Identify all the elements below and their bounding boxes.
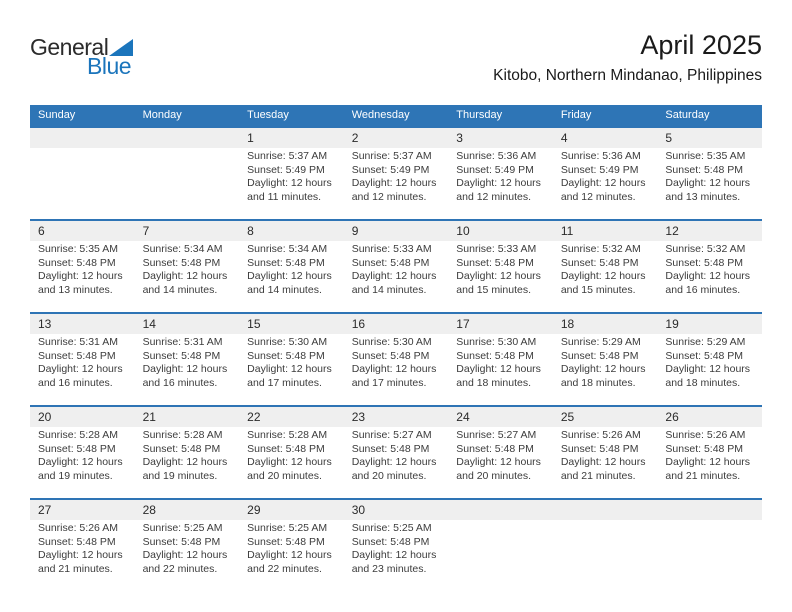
- location-subtitle: Kitobo, Northern Mindanao, Philippines: [493, 67, 762, 85]
- daylight-text: Daylight: 12 hours and 18 minutes.: [560, 363, 646, 389]
- day-number: 15: [247, 317, 261, 331]
- day-details-row: [30, 334, 762, 405]
- weekday-label-tuesday: Tuesday: [247, 109, 289, 121]
- sunrise-text: Sunrise: 5:28 AM: [142, 429, 223, 441]
- day-cell: [553, 334, 658, 405]
- day-cell: [30, 334, 135, 405]
- day-number: 20: [38, 410, 52, 424]
- sunrise-text: Sunrise: 5:30 AM: [247, 336, 328, 348]
- day-number: 9: [351, 224, 359, 238]
- month-title: April 2025: [640, 30, 762, 60]
- day-cell: [553, 241, 658, 312]
- sunrise-text: Sunrise: 5:36 AM: [560, 150, 641, 162]
- day-number-band: [30, 500, 762, 520]
- day-number: [657, 500, 762, 520]
- day-cell: [135, 520, 240, 591]
- week-row-1: [30, 126, 762, 219]
- day-number: 25: [560, 410, 575, 424]
- sunrise-text: Sunrise: 5:35 AM: [38, 243, 118, 255]
- day-cell: [344, 520, 449, 591]
- day-number: 2: [351, 131, 359, 145]
- day-cell: [239, 334, 344, 405]
- day-details-row: [30, 148, 762, 219]
- sunrise-text: Sunrise: 5:34 AM: [247, 243, 328, 255]
- day-number: 30: [351, 503, 366, 517]
- sunrise-text: Sunrise: 5:25 AM: [351, 522, 432, 534]
- weekday-label-wednesday: Wednesday: [351, 109, 410, 121]
- sunrise-text: Sunrise: 5:27 AM: [351, 429, 432, 441]
- day-cell: [239, 148, 344, 219]
- sunrise-text: Sunrise: 5:32 AM: [560, 243, 641, 255]
- weekday-label-monday: Monday: [142, 109, 182, 121]
- sunset-text: Sunset: 5:48 PM: [456, 349, 534, 362]
- daylight-text: Daylight: 12 hours and 17 minutes.: [247, 363, 332, 389]
- sunset-text: Sunset: 5:49 PM: [247, 163, 325, 176]
- sunset-text: Sunset: 5:48 PM: [665, 349, 744, 362]
- sunrise-text: Sunrise: 5:33 AM: [351, 243, 432, 255]
- week-row-3: [30, 312, 762, 405]
- sunrise-text: Sunrise: 5:30 AM: [456, 336, 537, 348]
- sunset-text: Sunset: 5:48 PM: [38, 442, 116, 455]
- day-number: [135, 128, 240, 148]
- day-cell: [30, 427, 135, 498]
- daylight-text: Daylight: 12 hours and 14 minutes.: [142, 270, 228, 296]
- day-number: 16: [351, 317, 366, 331]
- sunset-text: Sunset: 5:48 PM: [142, 349, 221, 362]
- weekday-label-sunday: Sunday: [38, 109, 76, 121]
- sunset-text: Sunset: 5:48 PM: [351, 256, 430, 269]
- day-cell: [135, 148, 240, 219]
- day-cell: [448, 148, 553, 219]
- daylight-text: Daylight: 12 hours and 20 minutes.: [351, 456, 437, 482]
- daylight-text: Daylight: 12 hours and 21 minutes.: [38, 549, 123, 575]
- daylight-text: Daylight: 12 hours and 14 minutes.: [247, 270, 332, 296]
- daylight-text: Daylight: 12 hours and 19 minutes.: [38, 456, 123, 482]
- sunrise-text: Sunrise: 5:34 AM: [142, 243, 223, 255]
- day-number: 26: [665, 410, 679, 424]
- sunset-text: Sunset: 5:48 PM: [665, 442, 744, 455]
- day-number: 10: [456, 224, 470, 238]
- sunrise-text: Sunrise: 5:28 AM: [247, 429, 328, 441]
- day-cell: [448, 520, 553, 591]
- day-number: 13: [38, 317, 52, 331]
- day-number: 29: [247, 503, 261, 517]
- day-cell: [135, 334, 240, 405]
- sunset-text: Sunset: 5:48 PM: [247, 256, 325, 269]
- daylight-text: Daylight: 12 hours and 12 minutes.: [560, 177, 646, 203]
- weekday-label-thursday: Thursday: [456, 109, 503, 121]
- sunset-text: Sunset: 5:48 PM: [38, 535, 116, 548]
- day-number: 11: [560, 224, 574, 238]
- daylight-text: Daylight: 12 hours and 22 minutes.: [247, 549, 332, 575]
- day-cell: [657, 334, 762, 405]
- day-cell: [448, 334, 553, 405]
- sunset-text: Sunset: 5:48 PM: [351, 442, 430, 455]
- day-cell: [657, 520, 762, 591]
- week-row-2: [30, 219, 762, 312]
- daylight-text: Daylight: 12 hours and 21 minutes.: [665, 456, 751, 482]
- day-number: 19: [665, 317, 679, 331]
- daylight-text: Daylight: 12 hours and 20 minutes.: [456, 456, 541, 482]
- daylight-text: Daylight: 12 hours and 18 minutes.: [456, 363, 541, 389]
- day-cell: [344, 148, 449, 219]
- day-number-band: [30, 314, 762, 334]
- day-details-row: [30, 427, 762, 498]
- sunrise-text: Sunrise: 5:37 AM: [247, 150, 328, 162]
- daylight-text: Daylight: 12 hours and 21 minutes.: [560, 456, 646, 482]
- sunrise-text: Sunrise: 5:31 AM: [142, 336, 223, 348]
- day-cell: [239, 520, 344, 591]
- daylight-text: Daylight: 12 hours and 14 minutes.: [351, 270, 437, 296]
- sunrise-text: Sunrise: 5:26 AM: [560, 429, 641, 441]
- sunset-text: Sunset: 5:48 PM: [142, 442, 221, 455]
- sunset-text: Sunset: 5:48 PM: [351, 535, 430, 548]
- day-number: 5: [665, 131, 673, 145]
- daylight-text: Daylight: 12 hours and 23 minutes.: [351, 549, 437, 575]
- daylight-text: Daylight: 12 hours and 18 minutes.: [665, 363, 751, 389]
- sunrise-text: Sunrise: 5:36 AM: [456, 150, 537, 162]
- day-number: 18: [560, 317, 575, 331]
- daylight-text: Daylight: 12 hours and 15 minutes.: [560, 270, 646, 296]
- sunrise-text: Sunrise: 5:37 AM: [351, 150, 432, 162]
- sunset-text: Sunset: 5:48 PM: [560, 349, 639, 362]
- sunset-text: Sunset: 5:48 PM: [560, 256, 639, 269]
- sunset-text: Sunset: 5:48 PM: [38, 256, 116, 269]
- day-cell: [553, 520, 658, 591]
- day-number: [553, 500, 658, 520]
- day-cell: [448, 427, 553, 498]
- sunset-text: Sunset: 5:48 PM: [456, 256, 534, 269]
- sunrise-text: Sunrise: 5:29 AM: [560, 336, 641, 348]
- day-cell: [135, 427, 240, 498]
- day-cell: [657, 241, 762, 312]
- sunset-text: Sunset: 5:48 PM: [560, 442, 639, 455]
- sunset-text: Sunset: 5:48 PM: [665, 256, 744, 269]
- day-number: 12: [665, 224, 679, 238]
- sunset-text: Sunset: 5:48 PM: [351, 349, 430, 362]
- day-number: 1: [247, 131, 254, 145]
- day-cell: [30, 520, 135, 591]
- daylight-text: Daylight: 12 hours and 17 minutes.: [351, 363, 437, 389]
- day-number: [30, 128, 135, 148]
- day-number-band: [30, 128, 762, 148]
- sunset-text: Sunset: 5:49 PM: [456, 163, 534, 176]
- day-cell: [30, 241, 135, 312]
- sunrise-text: Sunrise: 5:32 AM: [665, 243, 746, 255]
- sunrise-text: Sunrise: 5:31 AM: [38, 336, 118, 348]
- sunset-text: Sunset: 5:48 PM: [247, 535, 325, 548]
- day-details-row: [30, 520, 762, 591]
- daylight-text: Daylight: 12 hours and 19 minutes.: [142, 456, 228, 482]
- calendar-table: [30, 105, 762, 591]
- day-cell: [344, 427, 449, 498]
- weekday-header-row: [30, 105, 762, 126]
- daylight-text: Daylight: 12 hours and 16 minutes.: [665, 270, 751, 296]
- logo-text-general: General: [30, 34, 109, 60]
- day-number-band: [30, 407, 762, 427]
- generalblue-logo: [30, 36, 133, 78]
- sunrise-text: Sunrise: 5:26 AM: [38, 522, 118, 534]
- daylight-text: Daylight: 12 hours and 15 minutes.: [456, 270, 541, 296]
- day-cell: [553, 427, 658, 498]
- daylight-text: Daylight: 12 hours and 11 minutes.: [247, 177, 332, 203]
- week-row-4: [30, 405, 762, 498]
- daylight-text: Daylight: 12 hours and 13 minutes.: [38, 270, 123, 296]
- day-cell: [448, 241, 553, 312]
- sunrise-text: Sunrise: 5:29 AM: [665, 336, 746, 348]
- title-block: [493, 30, 762, 85]
- sunrise-text: Sunrise: 5:25 AM: [247, 522, 328, 534]
- day-cell: [135, 241, 240, 312]
- sunset-text: Sunset: 5:49 PM: [560, 163, 639, 176]
- day-number: 6: [38, 224, 45, 238]
- day-number: 22: [247, 410, 261, 424]
- day-cell: [344, 241, 449, 312]
- day-number: 21: [142, 410, 156, 424]
- day-number: 7: [142, 224, 150, 238]
- sunrise-text: Sunrise: 5:27 AM: [456, 429, 537, 441]
- daylight-text: Daylight: 12 hours and 22 minutes.: [142, 549, 228, 575]
- sunrise-text: Sunrise: 5:28 AM: [38, 429, 118, 441]
- calendar-weeks: [30, 126, 762, 591]
- day-details-row: [30, 241, 762, 312]
- weekday-label-friday: Friday: [560, 109, 592, 121]
- daylight-text: Daylight: 12 hours and 16 minutes.: [38, 363, 123, 389]
- week-row-5: [30, 498, 762, 591]
- day-number: 28: [142, 503, 156, 517]
- day-number-band: [30, 221, 762, 241]
- sunset-text: Sunset: 5:48 PM: [247, 349, 325, 362]
- daylight-text: Daylight: 12 hours and 12 minutes.: [456, 177, 541, 203]
- sunset-text: Sunset: 5:48 PM: [38, 349, 116, 362]
- sunset-text: Sunset: 5:48 PM: [142, 256, 221, 269]
- weekday-label-saturday: Saturday: [665, 109, 710, 121]
- day-number: 23: [351, 410, 366, 424]
- sunset-text: Sunset: 5:48 PM: [665, 163, 744, 176]
- daylight-text: Daylight: 12 hours and 12 minutes.: [351, 177, 437, 203]
- day-cell: [239, 427, 344, 498]
- day-cell: [30, 148, 135, 219]
- day-cell: [657, 427, 762, 498]
- day-number: 14: [142, 317, 156, 331]
- day-number: 27: [38, 503, 52, 517]
- day-cell: [239, 241, 344, 312]
- day-number: 24: [456, 410, 470, 424]
- sunrise-text: Sunrise: 5:30 AM: [351, 336, 432, 348]
- sunset-text: Sunset: 5:48 PM: [247, 442, 325, 455]
- sunrise-text: Sunrise: 5:25 AM: [142, 522, 223, 534]
- sunrise-text: Sunrise: 5:35 AM: [665, 150, 746, 162]
- day-number: [448, 500, 553, 520]
- daylight-text: Daylight: 12 hours and 20 minutes.: [247, 456, 332, 482]
- sunset-text: Sunset: 5:48 PM: [142, 535, 221, 548]
- logo-text-blue: Blue: [87, 53, 132, 79]
- daylight-text: Daylight: 12 hours and 16 minutes.: [142, 363, 228, 389]
- day-cell: [553, 148, 658, 219]
- day-cell: [344, 334, 449, 405]
- day-number: 4: [560, 131, 568, 145]
- day-cell: [657, 148, 762, 219]
- sunrise-text: Sunrise: 5:33 AM: [456, 243, 537, 255]
- sunset-text: Sunset: 5:49 PM: [351, 163, 430, 176]
- daylight-text: Daylight: 12 hours and 13 minutes.: [665, 177, 751, 203]
- day-number: 8: [247, 224, 254, 238]
- sunset-text: Sunset: 5:48 PM: [456, 442, 534, 455]
- day-number: 17: [456, 317, 470, 331]
- page-header: [30, 30, 762, 100]
- day-number: 3: [456, 131, 463, 145]
- sunrise-text: Sunrise: 5:26 AM: [665, 429, 746, 441]
